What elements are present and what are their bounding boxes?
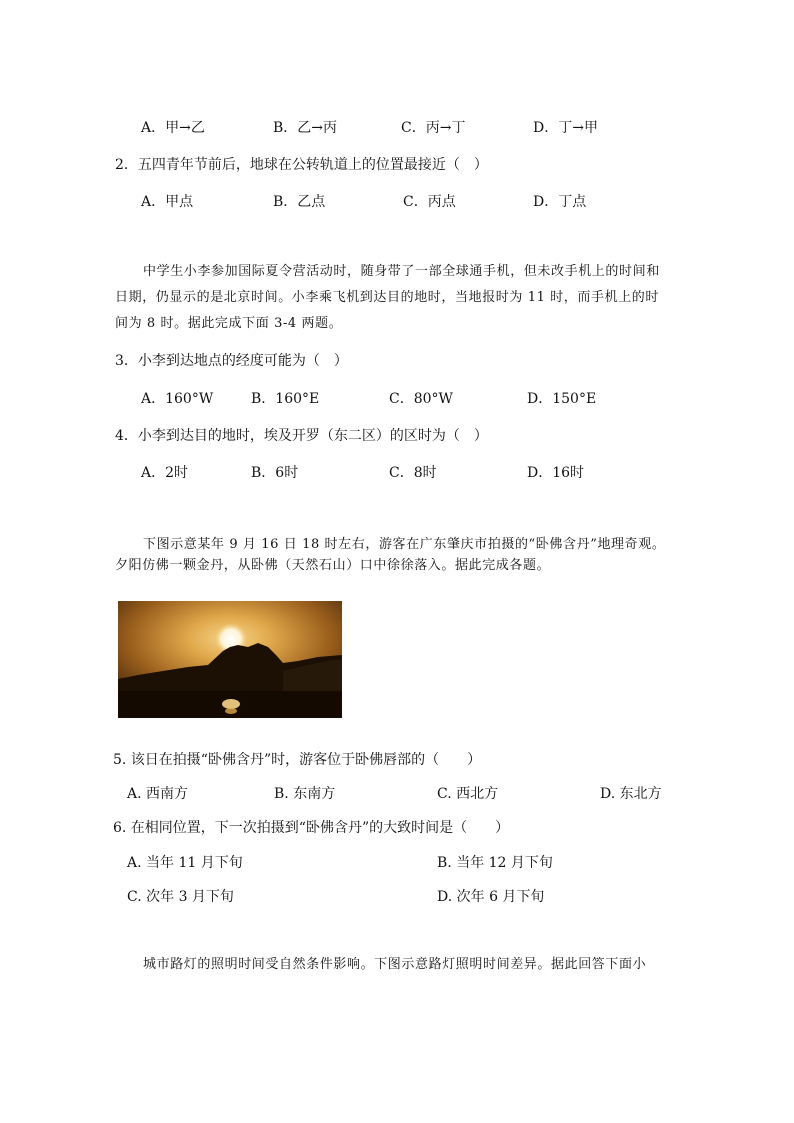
q6-option-c: C. 次年 3 月下旬 — [127, 889, 234, 905]
passage-2-line-2: 夕阳仿佛一颗金丹，从卧佛（天然石山）口中徐徐落入。据此完成各题。 — [115, 558, 551, 573]
q4-option-d: D．16时 — [527, 465, 585, 481]
q1-option-d: D．丁→甲 — [533, 120, 598, 136]
question-2 — [115, 154, 488, 174]
q5-option-b: B. 东南方 — [274, 786, 336, 802]
question-4: 4．小李到达目的地时，埃及开罗（东二区）的区时为（ ） — [115, 428, 488, 444]
sun-reflection-lower — [225, 708, 237, 714]
q5-option-d: D. 东北方 — [600, 786, 662, 802]
q6-option-a: A. 当年 11 月下旬 — [127, 855, 243, 871]
question-6: 6. 在相同位置，下一次拍摄到“卧佛含丹”的大致时间是（ ） — [113, 820, 510, 836]
sun-reflection — [222, 699, 240, 709]
q2-option-c: C．丙点 — [403, 194, 456, 210]
photo-illustration — [118, 601, 342, 718]
passage-1-line-2: 日期，仍显示的是北京时间。小李乘飞机到达目的地时，当地报时为 11 时，而手机上的时 — [115, 290, 660, 305]
q3-option-a: A．160°W — [141, 391, 214, 407]
question-5: 5. 该日在拍摄“卧佛含丹”时，游客位于卧佛唇部的（ ） — [113, 752, 482, 768]
q6-option-b: B. 当年 12 月下旬 — [437, 855, 553, 871]
passage-3-line-1: 城市路灯的照明时间受自然条件影响。下图示意路灯照明时间差异。据此回答下面小 — [143, 957, 647, 972]
q2-option-a: A．甲点 — [141, 194, 194, 210]
q1-option-c: C．丙→丁 — [401, 120, 466, 136]
q4-option-b: B．6时 — [251, 465, 299, 481]
q1-option-a: A．甲→乙 — [141, 120, 205, 136]
q5-option-a: A. 西南方 — [127, 786, 189, 802]
passage-1-line-1: 中学生小李参加国际夏令营活动时，随身带了一部全球通手机，但未改手机上的时间和 — [143, 264, 660, 279]
question-2-text: 2．五四青年节前后，地球在公转轨道上的位置最接近（ ） — [115, 157, 488, 173]
q2-option-b: B．乙点 — [273, 194, 326, 210]
q4-option-a: A．2时 — [141, 465, 189, 481]
sunset-mountain-photo — [118, 601, 342, 718]
passage-2-line-1: 下图示意某年 9 月 16 日 18 时左右，游客在广东肇庆市拍摄的“卧佛含丹”地理奇观。 — [143, 537, 666, 552]
q4-option-c: C．8时 — [389, 465, 437, 481]
q3-option-c: C．80°W — [389, 391, 453, 407]
q1-option-b: B．乙→丙 — [273, 120, 338, 136]
question-3: 3．小李到达地点的经度可能为（ ） — [115, 353, 348, 369]
q5-option-c: C. 西北方 — [437, 786, 499, 802]
passage-1-line-3: 间为 8 时。据此完成下面 3-4 两题。 — [115, 316, 343, 331]
q6-option-d: D. 次年 6 月下旬 — [437, 889, 545, 905]
q3-option-d: D．150°E — [527, 391, 597, 407]
q2-option-d: D．丁点 — [533, 194, 587, 210]
q3-option-b: B．160°E — [251, 391, 320, 407]
